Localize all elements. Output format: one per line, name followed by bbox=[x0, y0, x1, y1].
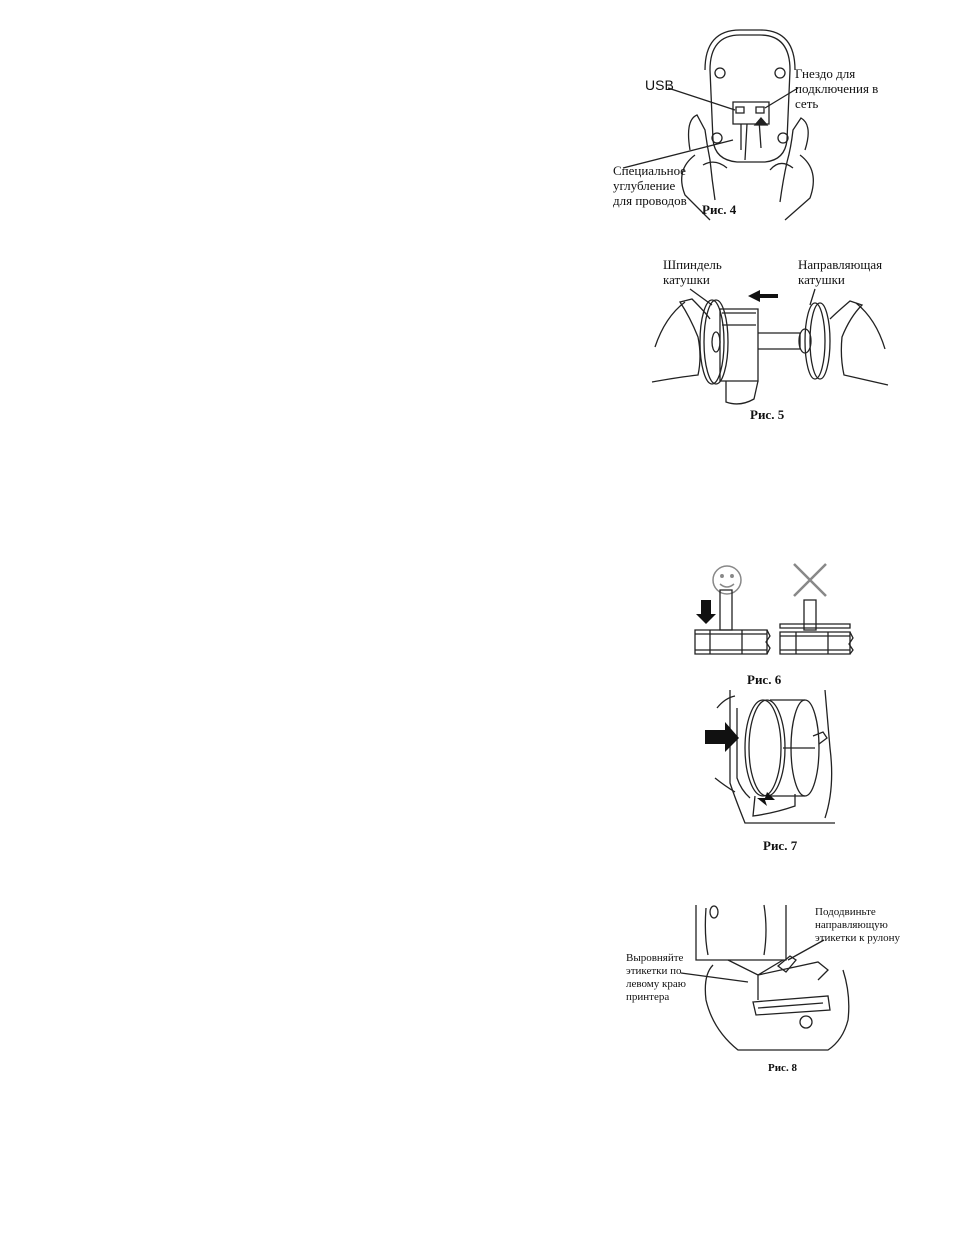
spool-correct-incorrect-illustration bbox=[690, 560, 870, 690]
spool-spindle-label: Шпиндель катушки bbox=[663, 257, 722, 287]
figure-7 bbox=[695, 688, 845, 853]
figure-4-caption: Рис. 4 bbox=[702, 202, 737, 217]
spool-guide-label: Направляющая катушки bbox=[798, 257, 883, 287]
figure-7-caption: Рис. 7 bbox=[763, 838, 798, 853]
figure-5 bbox=[650, 257, 890, 422]
usb-label: USB bbox=[645, 77, 674, 93]
figure-8-caption: Рис. 8 bbox=[768, 1062, 797, 1074]
spool-insert-illustration bbox=[695, 688, 845, 853]
cable-channel-label: Специальноe углубление для проводов bbox=[613, 163, 687, 208]
cross-icon bbox=[794, 564, 826, 596]
figure-8 bbox=[618, 900, 908, 1080]
figure-4 bbox=[615, 30, 905, 220]
align-labels-note: Выровняйте этикетки по левому краю принтера bbox=[626, 952, 686, 1003]
figure-5-caption: Рис. 5 bbox=[750, 407, 785, 422]
figure-6 bbox=[690, 560, 870, 690]
figure-6-caption: Рис. 6 bbox=[747, 672, 782, 687]
power-socket-label: Гнездо для подключения в сеть bbox=[795, 66, 879, 111]
slide-guide-note: Пододвиньте направляющую этикетки к рулону bbox=[815, 906, 900, 944]
